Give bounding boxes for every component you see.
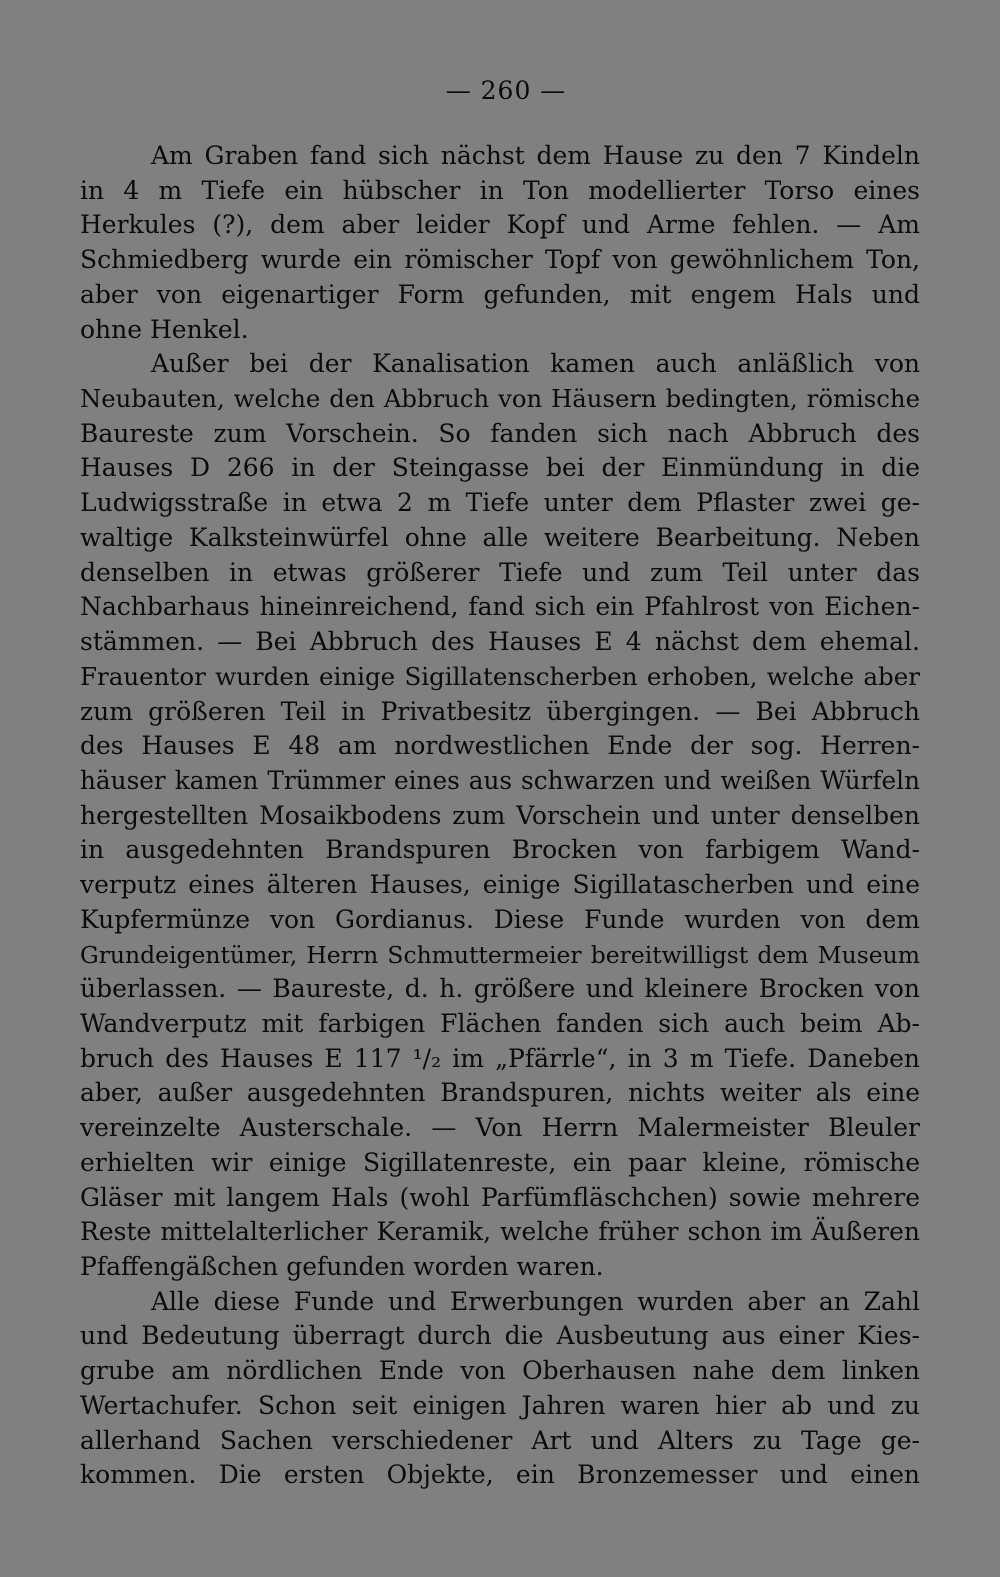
text-line: ohne Henkel. — [80, 314, 249, 344]
text-line: überlassen. — Baureste, d. h. größere und kleinere Brocken von — [80, 974, 920, 1004]
body-text — [80, 139, 920, 1493]
text-line: Wandverputz mit farbigen Flächen fanden sich auch beim Ab- — [80, 1008, 920, 1038]
text-line: Pfaffengäßchen gefunden worden waren. — [80, 1252, 604, 1281]
text-line: des Hauses E 48 am nordwestlichen Ende der sog. Herren- — [80, 731, 920, 761]
text-line: aber, außer ausgedehnten Brandspuren, nichts weiter als eine — [80, 1078, 920, 1108]
text-line: Neubauten, welche den Abbruch von Häusern bedingten, römische — [80, 384, 920, 414]
text-line: vereinzelte Austerschale. — Von Herrn Malermeister Bleuler — [80, 1113, 920, 1143]
text-line: grube am nördlichen Ende von Oberhausen nahe dem linken — [80, 1356, 920, 1386]
text-line: erhielten wir einige Sigillatenreste, ein paar kleine, römische — [80, 1147, 920, 1177]
text-line: Alle diese Funde und Erwerbungen wurden aber an Zahl — [151, 1286, 920, 1316]
text-line: aber von eigenartiger Form gefunden, mit engem Hals und — [80, 279, 920, 309]
text-line: bruch des Hauses E 117 ¹/₂ im „Pfärrle“, in 3 m Tiefe. Daneben — [80, 1043, 920, 1073]
text-line: hergestellten Mosaikbodens zum Vorschein und unter denselben — [80, 800, 920, 830]
text-line: Kupfermünze von Gordianus. Diese Funde wurden von dem — [80, 904, 920, 934]
text-line: Schmiedberg wurde ein römischer Topf von gewöhnlichem Ton, — [80, 245, 920, 275]
text-line: Ludwigsstraße in etwa 2 m Tiefe unter dem Pflaster zwei ge- — [80, 488, 920, 518]
text-line: häuser kamen Trümmer eines aus schwarzen und weißen Würfeln — [80, 765, 920, 795]
text-line: Reste mittelalterlicher Keramik, welche früher schon im Äußeren — [80, 1217, 920, 1247]
text-line: zum größeren Teil in Privatbesitz übergingen. — Bei Abbruch — [80, 696, 920, 726]
text-line: kommen. Die ersten Objekte, ein Bronzemesser und einen — [80, 1460, 920, 1490]
text-line: Herkules (?), dem aber leider Kopf und Arme fehlen. — Am — [80, 210, 920, 240]
text-line: in ausgedehnten Brandspuren Brocken von farbigem Wand- — [80, 835, 920, 865]
text-line: waltige Kalksteinwürfel ohne alle weitere Bearbeitung. Neben — [80, 522, 920, 552]
text-line: Nachbarhaus hineinreichend, fand sich ein Pfahlrost von Eichen- — [80, 592, 920, 622]
page-number: — 260 — — [445, 76, 567, 105]
text-line: denselben in etwas größerer Tiefe und zum Teil unter das — [80, 557, 920, 587]
text-line: in 4 m Tiefe ein hübscher in Ton modellierter Torso eines — [80, 175, 920, 205]
text-line: Gläser mit langem Hals (wohl Parfümfläschchen) sowie mehrere — [80, 1182, 920, 1212]
text-line: Am Graben fand sich nächst dem Hause zu den 7 Kindeln — [151, 141, 920, 170]
text-line: stämmen. — Bei Abbruch des Hauses E 4 nächst dem ehemal. — [80, 627, 920, 657]
text-line: allerhand Sachen verschiedener Art und Alters zu Tage ge- — [80, 1425, 920, 1455]
text-line: Außer bei der Kanalisation kamen auch anläßlich von — [151, 349, 920, 379]
text-line: Baureste zum Vorschein. So fanden sich nach Abbruch des — [80, 418, 920, 448]
text-line: Hauses D 266 in der Steingasse bei der Einmündung in die — [80, 453, 920, 483]
text-line: Grundeigentümer, Herrn Schmuttermeier bereitwilligst dem Museum — [80, 940, 920, 969]
text-line: und Bedeutung überragt durch die Ausbeutung aus einer Kies- — [80, 1321, 920, 1351]
text-line: Wertachufer. Schon seit einigen Jahren waren hier ab und zu — [80, 1390, 920, 1420]
text-line: verputz eines älteren Hauses, einige Sigillatascherben und eine — [80, 870, 920, 900]
text-line: Frauentor wurden einige Sigillatenscherben erhoben, welche aber — [80, 661, 920, 691]
